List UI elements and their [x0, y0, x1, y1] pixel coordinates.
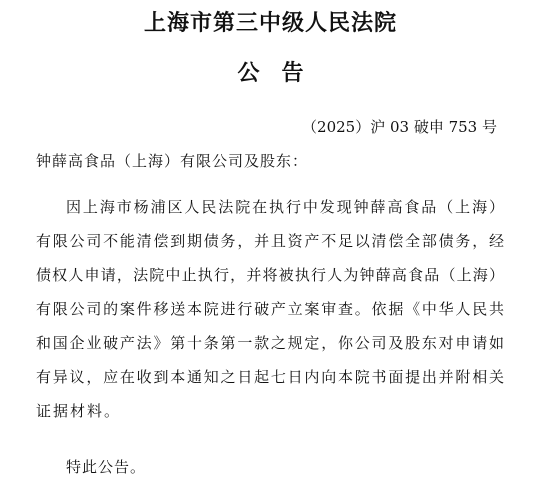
- body-paragraph-line: 有限公司的案件移送本院进行破产立案审查。依据《中华人民共: [36, 300, 504, 318]
- case-number: （2025）沪 03 破申 753 号: [302, 118, 497, 136]
- body-paragraph-line: 有异议，应在收到本通知之日起七日内向本院书面提出并附相关: [36, 368, 504, 386]
- closing-statement: 特此公告。: [66, 458, 147, 476]
- body-paragraph-line: 和国企业破产法》第十条第一款之规定，你公司及股东对申请如: [36, 334, 504, 352]
- addressee-line: 钟薛高食品（上海）有限公司及股东：: [36, 152, 309, 170]
- court-name-heading: 上海市第三中级人民法院: [143, 10, 397, 36]
- body-paragraph-line: 证据材料。: [36, 402, 122, 420]
- notice-body: [36, 190, 504, 428]
- body-paragraph-line: 有限公司不能清偿到期债务，并且资产不足以清偿全部债务，经: [36, 232, 504, 250]
- notice-title: 公 告: [237, 60, 304, 86]
- body-paragraph-line: 债权人申请，法院中止执行，并将被执行人为钟薛高食品（上海）: [36, 266, 504, 284]
- body-paragraph-line: 因上海市杨浦区人民法院在执行中发现钟薛高食品（上海）: [66, 198, 504, 216]
